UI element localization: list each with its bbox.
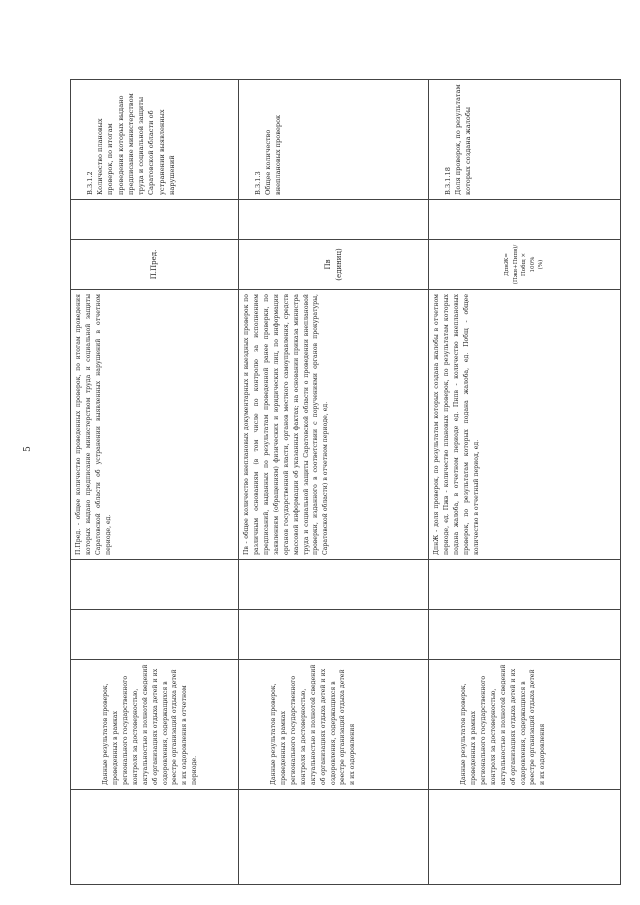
formula-main: Пв [323, 259, 332, 270]
empty-cell [239, 610, 429, 660]
indicator-code: В.3.1.2 [86, 171, 94, 195]
page-number: 5 [23, 446, 33, 452]
formula-main: П.Пред. [150, 249, 159, 280]
table-row [429, 80, 621, 885]
rotated-table-container [70, 80, 620, 885]
indicators-table [70, 79, 621, 885]
indicator-code: В.3.1.3 [254, 171, 262, 195]
table-row [239, 80, 429, 885]
table-row [71, 80, 239, 885]
indicator-name-cell [239, 80, 429, 200]
indicator-code: В.3.1.18 [444, 167, 452, 195]
description-cell: ДпнЖ - доля проверок, по результатам которых создана жалобы в отчетном периоде, ед. Пжв - количество плановых проверок, по результатам которых подана жалоба, в отчетном периоде ед. Пнпв - количество внеплановых проверок, по результатам которых подана жалоба, ед. Побщ - общее количество в отчетный период, ед. [429, 290, 621, 560]
formula-cell [429, 240, 621, 290]
empty-cell [239, 790, 429, 885]
source-cell: Данные результатов проверок, проведенных в рамках регионального государственного контроля за достоверностью, актуальностью и полнотой сведений об организациях отдыха детей и их оздоровления, содержащихся в реестре организаций отдыха детей и их оздоровления [429, 660, 621, 790]
formula-main: ДпнЖ=(Пжв+Пнпв)/Побщ × 100% [503, 244, 536, 285]
empty-cell [429, 610, 621, 660]
empty-cell [429, 200, 621, 240]
indicator-name: Доля проверок, по результатам которых создана жалобы [454, 84, 473, 195]
empty-cell [429, 790, 621, 885]
empty-cell [71, 200, 239, 240]
empty-cell [239, 560, 429, 610]
formula-cell [71, 240, 239, 290]
description-cell: Пв - общее количество внеплановых документарных и выездных проверок по различным основаниям (в том числе по контролю за исполнением предписаний, выданных по результатам проведенной ранее проверки, по заявлениям (обращениям) физических и юридических лиц, по информации органов государственной власти, органов местного самоуправления, средств массовой информации об указанных фактах; на основании приказа министра труда и социальной защиты Саратовской области о проведении внеплановой проверки, изданного в соответствии с поручениями органов прокуратуры, Саратовской области) в отчетном периоде, ед. [239, 290, 429, 560]
formula-unit: (единиц) [334, 248, 343, 281]
empty-cell [71, 560, 239, 610]
source-cell: Данные результатов проверок, проведенных в рамках регионального государственного контроля за достоверностью, актуальностью и полнотой сведений об организациях отдыха детей и их оздоровления, содержащихся в реестре организаций отдыха детей и их оздоровления в отчетном периоде. [71, 660, 239, 790]
indicator-name: Количество плановых проверок, по итогам проведения которых выдано предписание министерством труда и социальной защиты Саратовской области об устранении выявленных нарушений [96, 93, 176, 195]
empty-cell [71, 610, 239, 660]
source-cell: Данные результатов проверок, проведенных в рамках регионального государственного контроля за достоверностью, актуальностью и полнотой сведений об организациях отдыха детей и их оздоровления, содержащихся в реестре организаций отдыха детей и их оздоровления [239, 660, 429, 790]
formula-unit: (%) [538, 259, 545, 270]
formula-cell [239, 240, 429, 290]
indicator-name-cell [71, 80, 239, 200]
description-cell: П.Пред. - общее количество проведенных проверок, по итогам проведения которых выдано предписание министерством труда и социальной защиты Саратовской области об устранении выявленных нарушений в отчетном периоде, ед. [71, 290, 239, 560]
empty-cell [429, 560, 621, 610]
indicator-name-cell [429, 80, 621, 200]
empty-cell [71, 790, 239, 885]
indicator-name: Общее количество внеплановых проверок [264, 114, 283, 195]
empty-cell [239, 200, 429, 240]
